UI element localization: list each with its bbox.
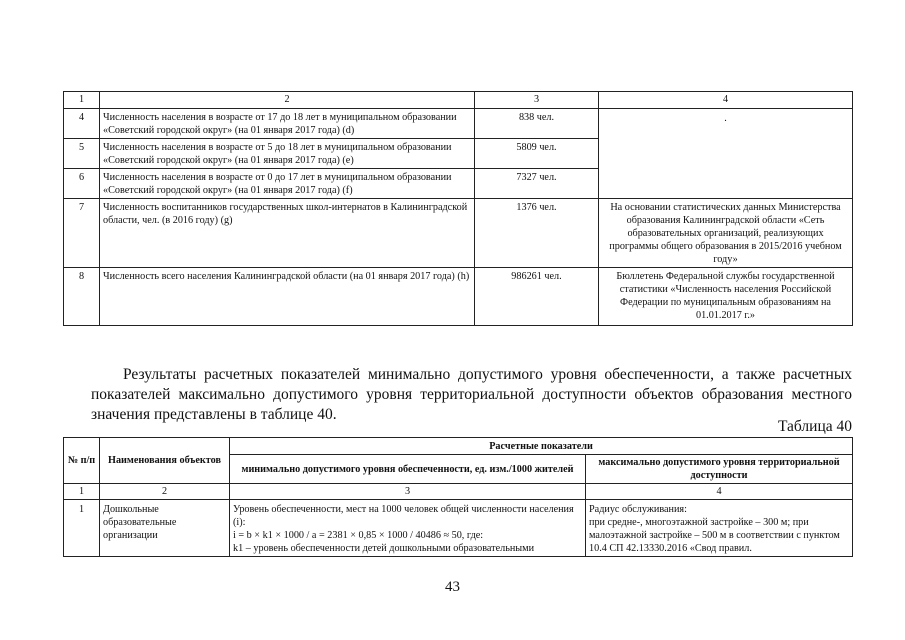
header-cell: 4 (599, 92, 853, 109)
indicator-name: Численность населения в возрасте от 17 до 18 лет в муниципальном образовании «Советский городской округ» (на 01 января 2017 года) (d) (100, 109, 475, 139)
table-header-row (64, 92, 853, 109)
page-number: 43 (445, 579, 460, 595)
table-row (64, 199, 853, 268)
column-number: 2 (100, 484, 230, 500)
source-cell: Бюллетень Федеральной службы государственной статистики «Численность населения Российской Федерации по муниципальным образованиям на 01.01.2017 г.» (599, 268, 853, 326)
indicator-value: 7327 чел. (475, 169, 599, 199)
header-max-level: максимально допустимого уровня территориальной доступности (586, 455, 853, 484)
row-number: 6 (64, 169, 100, 199)
row-number: 4 (64, 109, 100, 139)
row-number: 7 (64, 199, 100, 268)
indicator-name: Численность населения в возрасте от 5 до 18 лет в муниципальном образовании «Советский городской округ» (на 01 января 2017 года) (e) (100, 139, 475, 169)
indicator-value: 838 чел. (475, 109, 599, 139)
min-level-cell (230, 500, 586, 557)
indicator-value: 986261 чел. (475, 268, 599, 326)
source-cell (599, 109, 853, 199)
source-mark: . (724, 113, 727, 124)
table-40 (63, 437, 853, 557)
header-cell: 1 (64, 92, 100, 109)
indicator-name: Численность всего населения Калининградской области (на 01 января 2017 года) (h) (100, 268, 475, 326)
column-number-row (64, 484, 853, 500)
min-level-line: k1 – уровень обеспеченности детей дошкольными образовательными (233, 543, 535, 554)
source-cell: На основании статистических данных Министерства образования Калининградской области «Сеть образовательных организаций, реализующих программы общего образования в 2015/2016 учебном году» (599, 199, 853, 268)
column-number: 4 (586, 484, 853, 500)
min-level-line: Уровень обеспеченности, мест на 1000 человек общей численности населения (i): (233, 504, 574, 528)
indicator-value: 5809 чел. (475, 139, 599, 169)
table-row (64, 109, 853, 139)
row-number: 1 (64, 500, 100, 557)
header-cell: 3 (475, 92, 599, 109)
max-level-line: при средне-, многоэтажной застройке – 300 м; при малоэтажной застройке – 500 м в соответствии с пунктом 10.4 СП 42.13330.2016 «Свод правил. (589, 517, 840, 554)
max-level-line: Радиус обслуживания: (589, 504, 687, 515)
column-number: 1 (64, 484, 100, 500)
row-number: 8 (64, 268, 100, 326)
row-number: 5 (64, 139, 100, 169)
max-level-cell (586, 500, 853, 557)
column-number: 3 (230, 484, 586, 500)
header-num: № п/п (64, 438, 100, 484)
indicator-name: Численность воспитанников государственных школ-интернатов в Калининградской области, чел. (в 2016 году) (g) (100, 199, 475, 268)
indicator-name: Численность населения в возрасте от 0 до 17 лет в муниципальном образовании «Советский городской округ» (на 01 января 2017 года) (f) (100, 169, 475, 199)
object-name: Дошкольные образовательные организации (100, 500, 230, 557)
body-paragraph: Результаты расчетных показателей минимально допустимого уровня обеспеченности, а также расчетных показателей максимально допустимого уровня территориальной доступности объектов образования местного значения представлены в таблице 40. (91, 366, 852, 423)
indicator-value: 1376 чел. (475, 199, 599, 268)
table-header-row (64, 438, 853, 455)
header-cell: 2 (100, 92, 475, 109)
header-min-level: минимально допустимого уровня обеспеченности, ед. изм./1000 жителей (230, 455, 586, 484)
table-row (64, 500, 853, 557)
table-caption: Таблица 40 (777, 418, 852, 435)
min-level-line: i = b × k1 × 1000 / a = 2381 × 0,85 × 1000 / 40486 ≈ 50, где: (233, 530, 484, 541)
header-group: Расчетные показатели (230, 438, 853, 455)
data-table-continued (63, 91, 853, 326)
header-name: Наименования объектов (100, 438, 230, 484)
table-row (64, 268, 853, 326)
